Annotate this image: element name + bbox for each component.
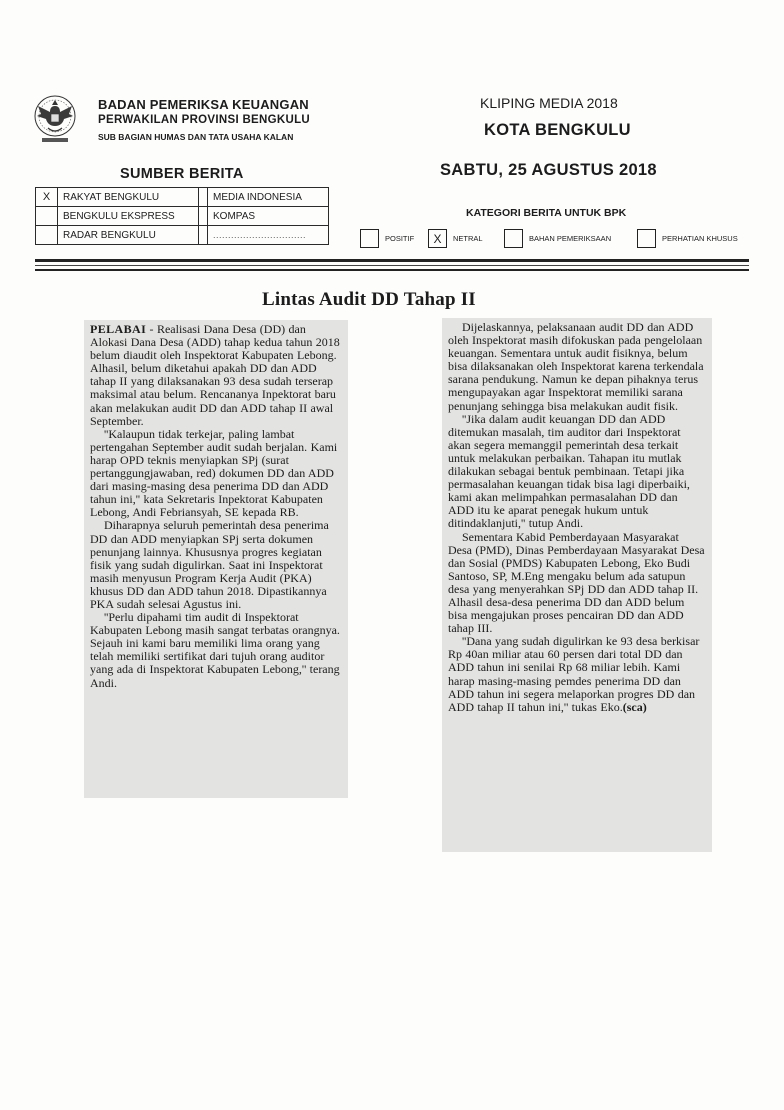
source-name: KOMPAS: [208, 207, 329, 226]
source-divider: [199, 188, 208, 207]
source-name: MEDIA INDONESIA: [208, 188, 329, 207]
org-name: BADAN PEMERIKSA KEUANGAN: [98, 97, 309, 112]
header-divider: [35, 269, 749, 271]
source-divider: [199, 207, 208, 226]
category-perhatian-khusus: [637, 229, 738, 248]
category-bahan-pemeriksaan: [504, 229, 611, 248]
article-lead-text: - Realisasi Dana Desa (DD) dan Alokasi Dana Desa (ADD) tahap kedua tahun 2018 belum diaudit oleh Inspektorat Kabupaten Lebong. Alhasil, belum diketahui apakah DD dan ADD tahap II yang dilaksanakan 93 desa sudah terserap maksimal atau belum. Rencananya Inpektorat baru akan melakukan audit DD dan ADD tahap II awal September.: [90, 322, 340, 428]
org-subdivision: SUB BAGIAN HUMAS DAN TATA USAHA KALAN: [98, 132, 294, 142]
source-checkbox: X: [36, 188, 58, 207]
category-checkbox: [637, 229, 656, 248]
article-byline: (sca): [622, 699, 647, 714]
article-column-left: [84, 320, 348, 798]
source-divider: [199, 226, 208, 245]
article-paragraph: Diharapnya seluruh pemerintah desa penerima DD dan ADD menyiapkan SPj serta dokumen penunjang lainnya. Khususnya progres kegiatan fisik yang sudah digulirkan. Saat ini Inspektorat masih menyusun Program Kerja Audit (PKA) khusus DD dan ADD tahun 2018. Dipastikannya PKA sudah selesai Agustus ini.: [90, 518, 329, 611]
category-label: POSITIF: [385, 234, 415, 243]
category-checkbox: X: [428, 229, 447, 248]
category-netral: [428, 229, 483, 248]
article-paragraph: ''Kalaupun tidak terkejar, paling lambat pertengahan September audit sudah berjalan. Kami harap OPD teknis menyiapkan SPj (surat pertanggungjawaban, red) dokumen DD dan ADD dari masing-masing desa penerima DD dan ADD tahun ini,'' kata Sekretaris Inpektorat Kabupaten Lebong, Andi Febriansyah, SE kepada RB.: [90, 426, 338, 520]
article-headline: Lintas Audit DD Tahap II: [262, 289, 476, 310]
source-blank-line: ...............................: [208, 226, 329, 245]
source-row: [36, 207, 329, 226]
article-paragraph: Dijelaskannya, pelaksanaan audit DD dan ADD oleh Inspektorat masih difokuskan pada pengelolaan keuangan. Sementara untuk audit fisiknya, belum bisa dilaksanakan oleh Inspektorat karena terkendala sarana pendukung. Namun ke depan pihaknya terus mengupayakan agar Inspektorat memiliki sarana penunjang sehingga bisa melakukan audit fisik.: [448, 320, 704, 413]
source-row: [36, 188, 329, 207]
category-label: BAHAN PEMERIKSAAN: [529, 234, 612, 243]
clipping-date: SABTU, 25 AGUSTUS 2018: [440, 161, 657, 179]
source-title: SUMBER BERITA: [120, 166, 244, 182]
garuda-emblem-icon: [30, 92, 80, 152]
category-title: KATEGORI BERITA UNTUK BPK: [466, 207, 627, 219]
source-name: BENGKULU EKSPRESS: [58, 207, 199, 226]
city-title: KOTA BENGKULU: [484, 121, 631, 139]
article-column-right: [442, 318, 712, 852]
category-label: PERHATIAN KHUSUS: [662, 234, 738, 243]
header-divider: [35, 259, 749, 262]
category-checkbox: [360, 229, 379, 248]
category-checkbox: [504, 229, 523, 248]
article-paragraph: Sementara Kabid Pemberdayaan Masyarakat Desa (PMD), Dinas Pemberdayaan Masyarakat Desa dan Sosial (PMDS) Kabupaten Lebong, Eko Budi Santoso, SP, M.Eng mengaku belum ada satupun desa yang menyerahkan SPj DD dan ADD tahap II. Alhasil desa-desa penerima DD dan ADD belum bisa mengajukan proses pencairan DD dan ADD tahap III.: [448, 529, 705, 636]
header-divider: [35, 265, 749, 266]
source-row: [36, 226, 329, 245]
article-closing-text: ''Dana yang sudah digulirkan ke 93 desa berkisar Rp 40an miliar atau 60 persen dari total DD dan ADD tahun ini senilai Rp 68 miliar lebih. Kami harap masing-masing pemdes penerima DD dan ADD tahun ini segera melaporkan progres DD dan ADD tahap II tahun ini,'' tukas Eko.: [448, 634, 700, 714]
source-name: RAKYAT BENGKULU: [58, 188, 199, 207]
article-paragraph: ''Jika dalam audit keuangan DD dan ADD ditemukan masalah, tim auditor dari Inspektorat akan segera memanggil pemerintah desa terkait untuk melakukan perbaikan. Tahapan itu mutlak dilakukan sebagai bentuk pembinaan. Tetapi jika permasalahan keuangan tidak bisa lagi diperbaiki, kami akan melimpahkan permasalahan DD dan ADD itu ke aparat penegak hukum untuk ditindaklanjuti,'' tutup Andi.: [448, 411, 690, 531]
article-dateline: PELABAI: [90, 322, 147, 336]
source-checkbox: [36, 207, 58, 226]
source-table: [35, 187, 329, 245]
category-positif: [360, 229, 414, 248]
article-paragraph: [448, 635, 706, 714]
article-paragraph: ''Perlu dipahami tim audit di Inspektorat Kabupaten Lebong masih sangat terbatas orangnya. Sejauh ini kami baru memiliki lima orang yang telah memiliki sertifikat dari tujuh orang auditor yang ada di Inspektorat Kabupaten Lebong,'' terang Andi.: [90, 610, 340, 690]
source-checkbox: [36, 226, 58, 245]
org-branch: PERWAKILAN PROVINSI BENGKULU: [98, 114, 311, 126]
article-paragraph: [90, 323, 342, 428]
kliping-title: KLIPING MEDIA 2018: [480, 95, 618, 111]
category-label: NETRAL: [453, 234, 483, 243]
source-name: RADAR BENGKULU: [58, 226, 199, 245]
